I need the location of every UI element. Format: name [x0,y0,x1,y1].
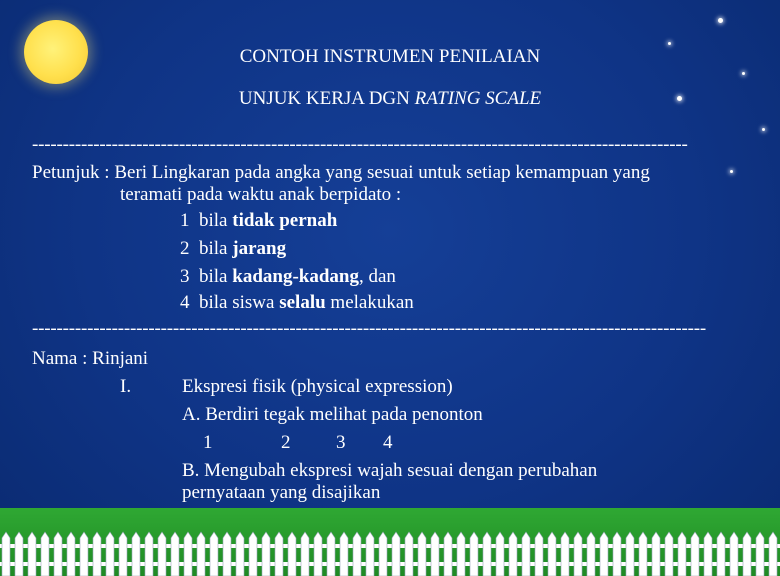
scale-number: 3 [180,266,190,287]
star-icon [742,72,745,75]
student-name: Nama : Rinjani [32,348,149,369]
scale-suffix: melakukan [325,292,414,313]
separator-line: ----------------------------------------------------------------------------------------------------------- [32,134,688,155]
item-a-text: A. Berdiri tegak melihat pada penonton [182,404,483,425]
scale-number: 1 [180,210,190,231]
scale-text: bila [199,238,233,259]
scale-number: 4 [180,292,190,313]
instruction-line2: teramati pada waktu anak berpidato : [120,184,402,205]
page-title-line1: CONTOH INSTRUMEN PENILAIAN [239,46,541,67]
picket-fence-icon [0,530,780,576]
item-b-text-line1: B. Mengubah ekspresi wajah sesuai dengan perubahan [182,460,598,481]
item-a-score-2[interactable]: 2 [281,432,291,453]
star-icon [668,42,671,45]
item-a-score-3[interactable]: 3 [336,432,346,453]
scale-number: 2 [180,238,190,259]
scale-item-4 [180,292,414,314]
title-italic-text: RATING SCALE [414,88,542,109]
star-icon [762,128,765,131]
scale-suffix: , dan [358,266,396,287]
scale-text: bila [199,210,233,231]
scale-item-1 [180,210,337,232]
separator-line-2: -------------------------------------------------------------------------------------------------------------- [32,318,706,339]
star-icon [718,18,723,23]
scale-item-3 [180,266,396,288]
scale-bold-text: tidak pernah [232,210,338,231]
item-b-text-line2: pernyataan yang disajikan [182,482,381,503]
scale-text: bila siswa [199,292,280,313]
section-numeral: I. [120,376,132,397]
scale-bold-text: selalu [279,292,326,313]
item-a-score-1[interactable]: 1 [203,432,213,453]
item-a-score-4[interactable]: 4 [383,432,393,453]
instruction-line1: Petunjuk : Beri Lingkaran pada angka yang sesuai untuk setiap kemampuan yang [32,162,650,183]
scale-bold-text: jarang [232,238,287,259]
scale-item-2 [180,238,286,260]
scale-bold-text: kadang-kadang [232,266,359,287]
section-title: Ekspresi fisik (physical expression) [182,376,453,397]
title-normal-text: UNJUK KERJA DGN [238,88,415,109]
page-title-line2 [0,88,780,110]
star-icon [730,170,733,173]
scale-text: bila [199,266,233,287]
